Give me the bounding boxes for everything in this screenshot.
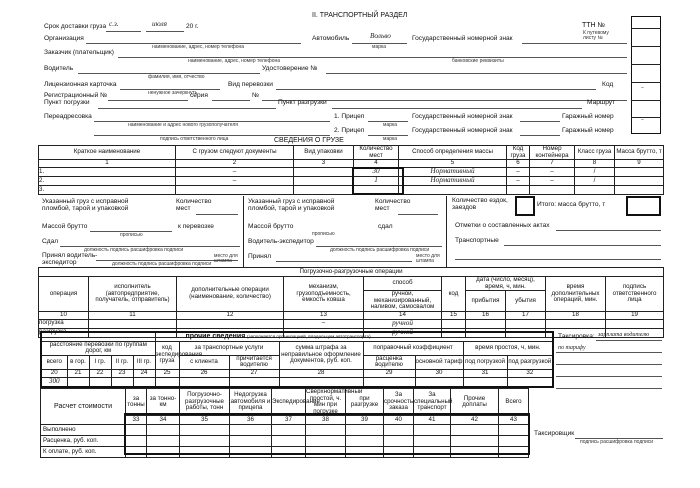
cargo-row-method[interactable]: Нормативный bbox=[399, 177, 507, 186]
ps-spacer bbox=[41, 332, 155, 341]
cargo-h-docs: С грузом следуют документы bbox=[176, 146, 294, 160]
ps-h-osn: основной тариф bbox=[415, 355, 463, 369]
cargo-h-pack: Вид упаковки bbox=[294, 146, 354, 160]
calc-num: 34 bbox=[147, 416, 180, 425]
trailer1-garaj: Гаражный номер bbox=[562, 113, 614, 120]
ps-h-pog: под погрузкой bbox=[463, 355, 507, 369]
route-label: Маршрут bbox=[587, 99, 616, 106]
seria-label: серия bbox=[190, 92, 208, 99]
ps-h-usl: за транспортные услуги bbox=[179, 341, 279, 355]
mid-prinyal2: Принял bbox=[248, 253, 272, 260]
calc-num: 38 bbox=[306, 416, 346, 425]
num-label: № bbox=[252, 92, 260, 99]
pr-loading-label: погрузка bbox=[39, 319, 89, 328]
itogo-label: Итого: масса брутто, т bbox=[537, 201, 606, 208]
mid-k-perevoz: к перевозке bbox=[178, 223, 214, 230]
driver-note: фамилия, имя, отчество bbox=[148, 74, 205, 80]
ps-cell[interactable] bbox=[229, 377, 279, 387]
cargo-row-code[interactable] bbox=[507, 186, 530, 195]
mid-sdal-note: должность подпись расшифровка подписи bbox=[84, 247, 184, 253]
ps-num: 23 bbox=[111, 369, 133, 377]
readdress-label: Переадресовка bbox=[44, 113, 92, 120]
cargo-row-n: 1. bbox=[39, 168, 176, 177]
calc-label: Расчет стоимости bbox=[41, 389, 126, 425]
calc-num: 35 bbox=[180, 416, 230, 425]
cargo-row-cls[interactable]: / bbox=[575, 168, 615, 177]
calc-num: 33 bbox=[126, 416, 147, 425]
calc-h: Недогрузка автомобиля и прицепа bbox=[230, 389, 272, 416]
cargo-row-mass[interactable] bbox=[615, 177, 664, 186]
pr-unloading-mech[interactable]: – bbox=[284, 328, 364, 337]
calc-h: за тонно-км bbox=[147, 389, 180, 416]
ps-cell[interactable] bbox=[89, 377, 111, 387]
dash-mark: – bbox=[641, 117, 644, 123]
taks-v2: по тарифу bbox=[558, 345, 586, 351]
mid-voditel-note: должность подпись расшифровка подписи bbox=[330, 247, 430, 253]
calc-row-label: Расценка, руб. коп. bbox=[41, 436, 126, 447]
ps-cell[interactable] bbox=[133, 377, 155, 387]
pr-cell[interactable] bbox=[442, 319, 466, 328]
pr-cell[interactable] bbox=[546, 319, 606, 328]
calc-h: За специальный транспорт bbox=[414, 389, 451, 416]
pr-num: 15 bbox=[442, 311, 466, 319]
ps-num: 24 bbox=[133, 369, 155, 377]
ps-cell[interactable] bbox=[67, 377, 89, 387]
section-title: II. ТРАНСПОРТНЫЙ РАЗДЕЛ bbox=[312, 12, 408, 19]
bank-note: банковские реквизиты bbox=[452, 58, 504, 64]
cargo-num: 2 bbox=[176, 160, 294, 168]
mid-right-title: Указанный груз с исправной пломбой, тарой и упаковкой bbox=[248, 198, 335, 212]
pr-h-pod: подпись ответственного лица bbox=[606, 277, 664, 312]
pr-num: 14 bbox=[364, 311, 442, 319]
ps-num: 27 bbox=[229, 369, 279, 377]
cargo-table bbox=[38, 145, 664, 195]
cargo-row-cont[interactable]: – bbox=[530, 168, 575, 177]
ps-num: 22 bbox=[89, 369, 111, 377]
mid-voditel: Водитель-экспедитор bbox=[248, 238, 314, 245]
mid-qty-label: Количество мест bbox=[176, 198, 212, 212]
cargo-row-cont[interactable] bbox=[530, 186, 575, 195]
transport-label: Транспортные bbox=[455, 237, 499, 244]
calc-h: Всего bbox=[499, 389, 529, 416]
mid-sdal: Сдал bbox=[42, 238, 59, 245]
ps-cell[interactable] bbox=[179, 377, 229, 387]
pr-h-data: дата (число, месяц), время, ч, мин. bbox=[466, 277, 546, 291]
cargo-row-doc[interactable]: – bbox=[176, 168, 294, 177]
vid-label: Вид перевозки bbox=[228, 81, 273, 88]
pr-num: 18 bbox=[546, 311, 606, 319]
cargo-h-code: Код груза bbox=[507, 146, 530, 160]
pr-loading-mech[interactable]: – bbox=[284, 319, 364, 328]
cargo-heading: СВЕДЕНИЯ О ГРУЗЕ bbox=[274, 137, 344, 144]
pr-num: 11 bbox=[89, 311, 177, 319]
pr-loading-sposob[interactable]: ручной bbox=[364, 319, 442, 328]
cargo-row-n: 2. bbox=[39, 177, 176, 186]
pr-num: 16 bbox=[466, 311, 506, 319]
pr-heading: Погрузочно-разгрузочные операции bbox=[39, 268, 664, 277]
cargo-row-pack[interactable] bbox=[294, 177, 354, 186]
calc-h: за тонны bbox=[126, 389, 147, 416]
ps-cell[interactable] bbox=[111, 377, 133, 387]
calc-num: 39 bbox=[346, 416, 384, 425]
customer-note: наименование, адрес, номер телефона bbox=[188, 58, 281, 64]
ps-h-dist: расстояние перевозки по группам дорог, км bbox=[41, 341, 155, 355]
ps-cell[interactable] bbox=[155, 377, 179, 387]
cargo-row-cls[interactable] bbox=[575, 186, 615, 195]
calc-h: при разгрузке bbox=[346, 389, 384, 416]
cargo-row-method[interactable] bbox=[399, 186, 507, 195]
pr-cell[interactable] bbox=[89, 319, 177, 328]
readdress-note2: подпись ответственного лица bbox=[160, 136, 229, 142]
cargo-h-cont: Номер контейнера bbox=[530, 146, 575, 160]
cargo-row-qty[interactable]: 30 bbox=[354, 168, 399, 177]
pr-h-arr: прибытия bbox=[466, 291, 506, 312]
mid-sdal2: сдал bbox=[378, 223, 393, 230]
pr-num: 17 bbox=[506, 311, 546, 319]
ps-cell[interactable] bbox=[363, 377, 415, 387]
pr-h-mech: механизм, грузоподъемность, емкость ковша bbox=[284, 277, 364, 312]
trailer1-note: марка bbox=[383, 122, 398, 128]
ttn-label: ТТН № bbox=[582, 22, 606, 29]
pr-num: 19 bbox=[606, 311, 664, 319]
calc-num: 36 bbox=[230, 416, 272, 425]
trailer1-gos: Государственный номерной знак bbox=[412, 113, 513, 120]
ps-h-vsego: всего bbox=[41, 355, 67, 369]
pr-num: 10 bbox=[39, 311, 89, 319]
taks-v1: зарплата водителю bbox=[598, 332, 650, 338]
pr-h-dep: убытия bbox=[506, 291, 546, 312]
cargo-num: 4 bbox=[354, 160, 399, 168]
reg-label: Регистрационный № bbox=[44, 92, 108, 99]
trailer2-note: марка bbox=[383, 136, 398, 142]
cargo-row-code[interactable]: – bbox=[507, 177, 530, 186]
delivery-month[interactable]: июля bbox=[152, 20, 167, 28]
pr-row-loading bbox=[39, 319, 664, 328]
mid-mesto: место для штампа bbox=[214, 253, 238, 264]
pr-cell[interactable] bbox=[177, 319, 284, 328]
readdress-note: наименование и адрес нового грузополучателя bbox=[128, 122, 238, 128]
ps-num: 30 bbox=[415, 369, 463, 377]
mid-left-title: Указанный груз с исправной пломбой, тарой и упаковкой bbox=[42, 198, 129, 212]
taks-label: Таксировка: bbox=[558, 333, 595, 340]
ps-cell[interactable] bbox=[279, 377, 363, 387]
ps-num: 26 bbox=[179, 369, 229, 377]
mid-prinyal-note: должность подпись расшифровка подписи bbox=[112, 261, 212, 267]
pr-num: 12 bbox=[177, 311, 284, 319]
cargo-h-qty: Количество мест bbox=[354, 146, 399, 160]
ps-h-g1: I гр. bbox=[89, 355, 111, 369]
cargo-num: 9 bbox=[615, 160, 664, 168]
ps-h-kod: код экспедирования груза bbox=[155, 341, 179, 369]
calc-num: 40 bbox=[384, 416, 414, 425]
pr-h-dop: дополнительные операции (наименование, количество) bbox=[177, 277, 284, 312]
mid-right-mass: Массой брутто bbox=[248, 223, 294, 230]
cargo-h-class: Класс груза bbox=[575, 146, 615, 160]
pr-unloading-label: разгрузка bbox=[39, 328, 89, 337]
ps-h-summa: сумма штрафа за неправильное оформление документов, руб. коп. bbox=[279, 341, 363, 369]
cargo-row-method[interactable]: Нормативный bbox=[399, 168, 507, 177]
ps-h-g3: III гр. bbox=[133, 355, 155, 369]
unloading-point-label: Пункт разгрузки bbox=[278, 99, 327, 106]
pr-h-isp: исполнитель (автопредприятие, получатель, отправитель) bbox=[89, 277, 177, 312]
license-label: Лицензионная карточка bbox=[44, 81, 117, 88]
pr-cell[interactable] bbox=[606, 319, 664, 328]
cargo-row-doc[interactable] bbox=[176, 186, 294, 195]
otmetki-label: Отметки о составленных актах bbox=[455, 222, 550, 229]
cargo-row-qty[interactable]: 1 bbox=[354, 177, 399, 186]
trailer2-label: 2. Прицеп bbox=[334, 127, 365, 134]
pr-cell[interactable] bbox=[506, 319, 546, 328]
ezdok-box[interactable] bbox=[515, 196, 535, 216]
calc-row-label: К оплате, руб. коп. bbox=[41, 447, 126, 458]
pr-h-op: операция bbox=[39, 277, 89, 312]
cargo-num: 8 bbox=[575, 160, 615, 168]
pr-num: 13 bbox=[284, 311, 364, 319]
ps-num: 31 bbox=[463, 369, 507, 377]
ps-cell[interactable] bbox=[463, 377, 507, 387]
pr-h-sposob-sub: ручной, механизированный, наливом, самосвалом bbox=[364, 291, 442, 312]
cargo-row-mass[interactable] bbox=[615, 168, 664, 177]
delivery-date-label: Срок доставки груза bbox=[44, 23, 107, 30]
ps-heading-note: (заполняется организацией, владельцем автотранспорта) bbox=[247, 334, 371, 339]
ps-h-razg: под разгрузкой bbox=[507, 355, 553, 369]
ps-h-g2: II гр. bbox=[111, 355, 133, 369]
cargo-num: 1 bbox=[39, 160, 176, 168]
taksirovshik-label: Таксировщик bbox=[534, 430, 575, 437]
ps-h-gor: в гор. bbox=[67, 355, 89, 369]
calc-num: 37 bbox=[272, 416, 306, 425]
cargo-row-doc[interactable]: – bbox=[176, 177, 294, 186]
trailer2-garaj: Гаражный номер bbox=[562, 127, 614, 134]
cargo-num: 7 bbox=[530, 160, 575, 168]
ps-num: 32 bbox=[507, 369, 553, 377]
org-note: наименование, адрес, номер телефона bbox=[152, 44, 245, 50]
calc-h: Прочие доплаты bbox=[451, 389, 499, 416]
license-note: ненужное зачеркнуть bbox=[148, 90, 198, 96]
cargo-row-code[interactable]: – bbox=[507, 168, 530, 177]
trailer1-label: 1. Прицеп bbox=[334, 113, 365, 120]
ps-h-klient: с клиента bbox=[179, 355, 229, 369]
cargo-row bbox=[39, 168, 664, 177]
cargo-row-n: 3. bbox=[39, 186, 176, 195]
calc-num: 41 bbox=[414, 416, 451, 425]
mid-right-qty: Количество мест bbox=[375, 198, 411, 212]
cargo-h-method: Способ определения массы bbox=[399, 146, 507, 160]
qty-highlight-box bbox=[352, 167, 404, 195]
loading-point-label: Пункт погрузки bbox=[44, 99, 90, 106]
cargo-row-cont[interactable]: – bbox=[530, 177, 575, 186]
gos-label: Государственный номерной знак bbox=[412, 35, 513, 42]
pr-h-kod: код bbox=[442, 277, 466, 312]
mid-right-propis: прописью bbox=[312, 231, 335, 237]
pr-h-vrem: время дополнительных операций, мин. bbox=[546, 277, 606, 312]
cargo-row bbox=[39, 186, 664, 195]
calc-h: За срочность заказа bbox=[384, 389, 414, 416]
customer-label: Заказчик (плательщик) bbox=[44, 49, 114, 56]
calc-num: 43 bbox=[499, 416, 529, 425]
calc-h: Погрузочно-разгрузочные работы, тонн bbox=[180, 389, 230, 416]
ps-heading: прочие сведения bbox=[185, 333, 246, 340]
auto-label: Автомобиль bbox=[312, 35, 350, 42]
loading-table bbox=[38, 267, 664, 338]
ps-h-popr: поправочный коэффициент bbox=[363, 341, 463, 355]
mid-mass-label: Массой брутто bbox=[42, 223, 88, 230]
cargo-row-cls[interactable]: / bbox=[575, 177, 615, 186]
itogo-box[interactable] bbox=[626, 196, 661, 216]
cargo-num: 3 bbox=[294, 160, 354, 168]
ezdok-label: Количество ездок, заездов bbox=[452, 197, 508, 211]
auto-note: марка bbox=[372, 44, 387, 50]
udost-label: Удостоверение № bbox=[262, 65, 318, 72]
pr-cell[interactable] bbox=[466, 319, 506, 328]
cargo-h-mass: Масса брутто, т bbox=[615, 146, 664, 160]
cargo-row-mass[interactable] bbox=[615, 186, 664, 195]
ps-h-vrem: время простоя, ч, мин. bbox=[463, 341, 553, 355]
driver-label: Водитель bbox=[44, 65, 74, 72]
cargo-num: 6 bbox=[507, 160, 530, 168]
auto-value[interactable]: Вольво bbox=[370, 32, 391, 40]
pr-h-sposob: способ bbox=[364, 277, 442, 291]
calc-h: Экспедирование bbox=[272, 389, 306, 416]
cargo-row bbox=[39, 177, 664, 186]
mid-prinyal: Принял водитель-экспедитор bbox=[42, 252, 98, 266]
mid-propis: прописью bbox=[120, 232, 143, 238]
delivery-year: 20 г. bbox=[186, 23, 199, 30]
ps-num: 28 bbox=[279, 369, 363, 377]
ps-h-prich: причитается водителю bbox=[229, 355, 279, 369]
ps-cell[interactable] bbox=[415, 377, 463, 387]
ps-num: 21 bbox=[67, 369, 89, 377]
ps-num: 29 bbox=[363, 369, 415, 377]
calc-values-frame bbox=[124, 413, 530, 455]
calc-row-label: Выполнено bbox=[41, 425, 126, 436]
delivery-day[interactable]: с.з. bbox=[109, 20, 119, 28]
cargo-num: 5 bbox=[399, 160, 507, 168]
ps-num: 20 bbox=[41, 369, 67, 377]
trailer2-gos: Государственный номерной знак bbox=[412, 127, 513, 134]
calc-h: Сверхнормативный простой, ч. мин при погрузке bbox=[306, 388, 363, 415]
dash-mark: – bbox=[641, 85, 644, 91]
ps-h-rascenka: расценка водителю bbox=[363, 355, 415, 369]
cargo-row-pack[interactable] bbox=[294, 168, 354, 177]
ttn-sub: К путевому листу № bbox=[583, 30, 609, 41]
ps-value-row bbox=[41, 377, 553, 387]
kod-label: Код bbox=[602, 81, 614, 88]
ps-cell[interactable] bbox=[507, 377, 553, 387]
org-label: Организация bbox=[44, 35, 84, 42]
ps-num: 25 bbox=[155, 369, 179, 377]
cargo-h-name: Краткое наименование bbox=[39, 146, 176, 160]
other-info-table bbox=[40, 331, 554, 388]
pr-unloading-sposob[interactable]: ручной bbox=[364, 328, 442, 337]
cargo-row-pack[interactable] bbox=[294, 186, 354, 195]
mid-right-mesto: место для штампа bbox=[416, 253, 440, 264]
taksirovshik-note: подпись расшифровка подписи bbox=[580, 439, 654, 445]
ps-vsego-value[interactable]: 300 bbox=[41, 377, 67, 387]
calc-num: 42 bbox=[451, 416, 499, 425]
